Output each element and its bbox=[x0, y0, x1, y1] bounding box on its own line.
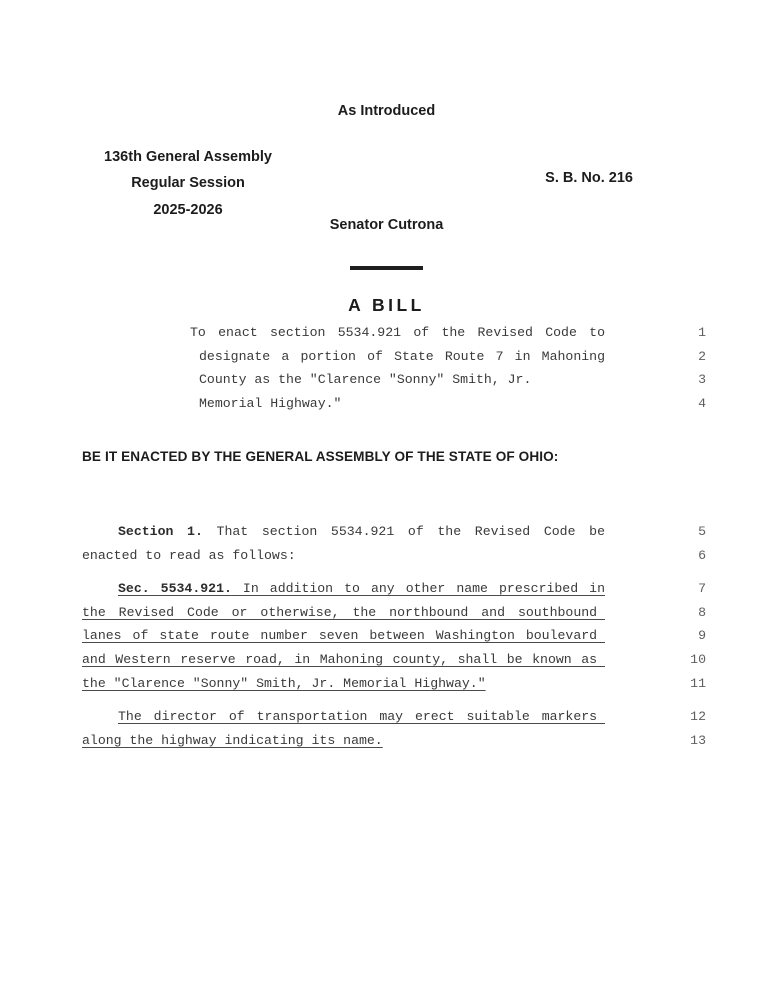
line-number: 7 bbox=[698, 581, 706, 596]
line-number: 9 bbox=[698, 628, 706, 644]
bill-line bbox=[82, 624, 706, 648]
line-number: 2 bbox=[698, 348, 706, 364]
bill-line bbox=[82, 392, 706, 416]
line-number: 1 bbox=[698, 325, 706, 340]
line-text: along the highway indicating its name. bbox=[82, 732, 383, 748]
bill-line bbox=[82, 544, 706, 568]
line-number: 5 bbox=[698, 524, 706, 539]
line-number: 13 bbox=[690, 732, 706, 748]
line-number: 11 bbox=[690, 675, 706, 691]
director-paragraph bbox=[82, 705, 706, 752]
bill-title-paragraph bbox=[82, 321, 706, 416]
line-text: The director of transportation may erect suitable markers bbox=[118, 709, 605, 724]
section-divider bbox=[350, 266, 423, 270]
bill-line bbox=[82, 577, 706, 601]
assembly-name: 136th General Assembly bbox=[104, 149, 272, 165]
section-label: Section 1. bbox=[118, 524, 203, 539]
line-number: 4 bbox=[698, 396, 706, 412]
bill-heading: A BILL bbox=[348, 295, 425, 315]
sponsor-name: Senator Cutrona bbox=[329, 217, 444, 233]
bill-line bbox=[82, 368, 706, 392]
session-years: 2025-2026 bbox=[153, 201, 223, 218]
line-text: and Western reserve road, in Mahoning county, shall be known as bbox=[82, 652, 605, 668]
bill-line bbox=[82, 729, 706, 753]
line-number: 12 bbox=[690, 709, 706, 724]
line-text: designate a portion of State Route 7 in Mahoning bbox=[199, 348, 605, 364]
bill-line bbox=[82, 345, 706, 369]
line-text: Memorial Highway." bbox=[199, 396, 342, 412]
section-1-paragraph bbox=[82, 520, 706, 567]
line-text: To enact section 5534.921 of the Revised Code to bbox=[190, 325, 605, 340]
line-number: 8 bbox=[698, 604, 706, 620]
bill-line bbox=[82, 648, 706, 672]
version-status: As Introduced bbox=[337, 103, 436, 119]
line-text: County as the "Clarence "Sonny" Smith, Jr. bbox=[199, 372, 532, 388]
section-5534-921-paragraph bbox=[82, 577, 706, 695]
bill-line bbox=[82, 601, 706, 625]
bill-line bbox=[82, 705, 706, 729]
bill-line bbox=[82, 520, 706, 544]
line-text: lanes of state route number seven between Washington boulevard bbox=[82, 628, 605, 644]
session-name: Regular Session bbox=[131, 175, 245, 192]
bill-line bbox=[82, 672, 706, 696]
enacting-clause: BE IT ENACTED BY THE GENERAL ASSEMBLY OF THE STATE OF OHIO: bbox=[82, 449, 559, 464]
line-text: the "Clarence "Sonny" Smith, Jr. Memorial Highway." bbox=[82, 675, 486, 691]
general-assembly-block bbox=[82, 144, 294, 223]
bill-number: S. B. No. 216 bbox=[545, 170, 633, 186]
line-number: 10 bbox=[690, 652, 706, 668]
line-number: 3 bbox=[698, 372, 706, 388]
line-text: enacted to read as follows: bbox=[82, 547, 296, 563]
line-text: the Revised Code or otherwise, the northbound and southbound bbox=[82, 604, 605, 620]
line-number: 6 bbox=[698, 547, 706, 563]
line-text: Section 1. That section 5534.921 of the Revised Code be bbox=[118, 524, 605, 539]
bill-line bbox=[82, 321, 706, 345]
line-text: Sec. 5534.921. In addition to any other name prescribed in bbox=[118, 581, 605, 596]
section-code-label: Sec. 5534.921. bbox=[118, 581, 232, 596]
